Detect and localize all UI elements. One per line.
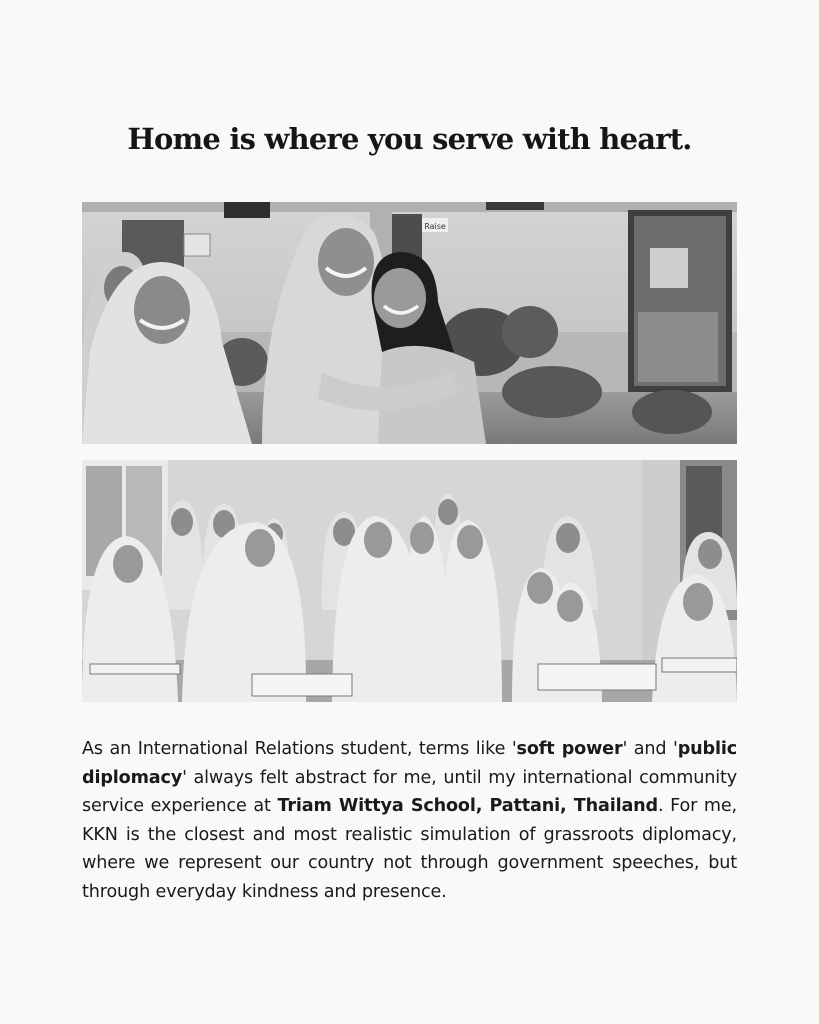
body-text-part: . For me, KKN is the closest and most realistic simulation of grassroots diplomacy, where we represent our country not through government speeches, but through everyday kindness and presence.	[82, 796, 737, 902]
school-name: Triam Wittya School, Pattani, Thailand	[277, 796, 659, 817]
photo-students-group	[82, 460, 737, 702]
term-soft-power: soft power	[516, 739, 623, 759]
body-text-part: As an International Relations student, terms like '	[82, 739, 517, 759]
page-title: Home is where you serve with heart.	[127, 122, 692, 156]
photo-teachers-embrace	[82, 202, 737, 444]
body-text-part: ' and '	[622, 739, 678, 759]
photo-students-group-image	[82, 460, 737, 702]
term-public-diplomacy: public diplomacy	[82, 739, 738, 788]
photo-teachers-embrace-image	[82, 202, 737, 444]
sign-text: Raise	[424, 222, 446, 231]
body-paragraph	[82, 735, 737, 907]
body-text-part: ' always felt abstract for me, until my international community service experience at	[82, 767, 737, 817]
